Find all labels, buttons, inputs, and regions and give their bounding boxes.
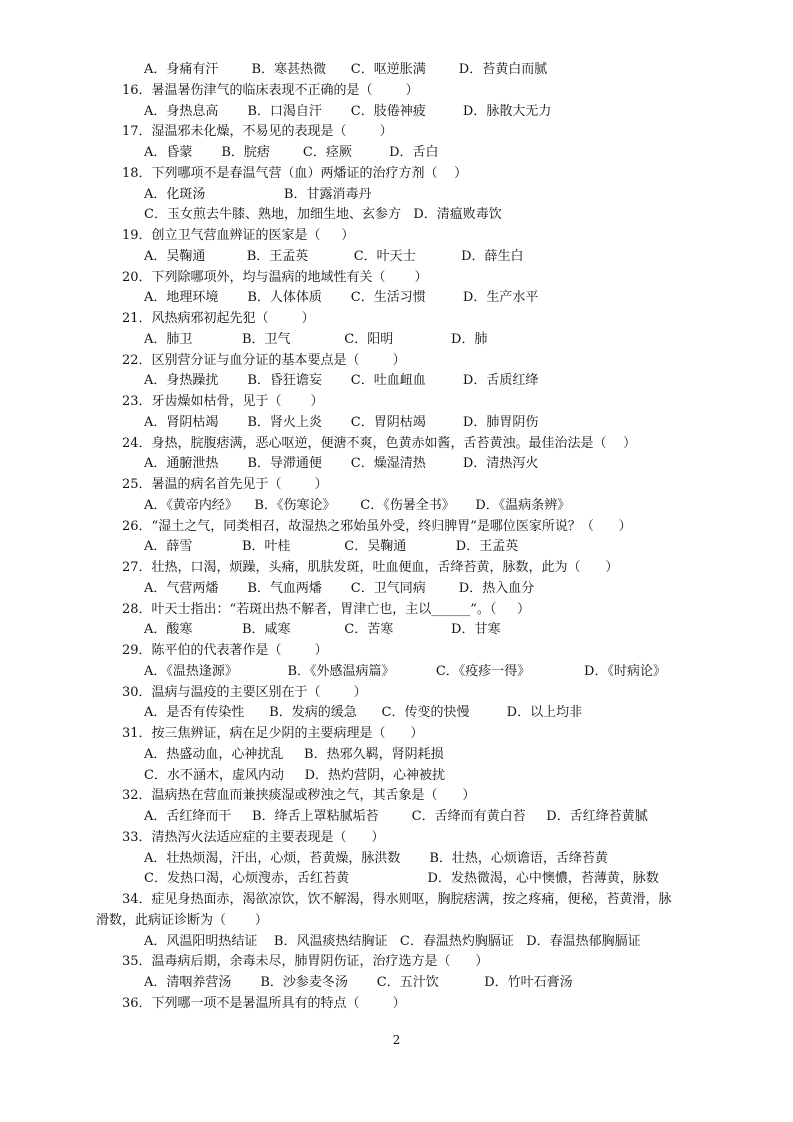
question-line: 24．身热，脘腹痞满，恶心呕逆，便溏不爽，色黄赤如酱，舌苔黄浊。最佳治法是（ ）	[122, 435, 637, 451]
option-line: C．发热口渴，心烦溲赤，舌红苔黄 D．发热微渴，心中懊憹，苔薄黄，脉数	[144, 871, 659, 887]
option-line: A．气营两燔 B．气血两燔 C．卫气同病 D．热入血分	[144, 580, 535, 596]
question-line: 25．暑温的病名首先见于（ ）	[122, 477, 328, 492]
question-line: 16．暑温暑伤津气的临床表现不正确的是（ ）	[122, 82, 419, 98]
question-line: 23．牙齿燥如枯骨，见于（ ）	[122, 394, 324, 409]
option-line: A．热盛动血，心神扰乱 B．热邪久羁，肾阴耗损	[144, 746, 444, 762]
option-line: C．玉女煎去牛膝、熟地，加细生地、玄参方 D．清瘟败毒饮	[144, 207, 502, 223]
page-number: 2	[392, 1033, 401, 1047]
question-line: 32．温病热在营血而兼挟痰湿或秽浊之气，其舌象是（ ）	[122, 788, 476, 804]
question-line: 33．清热泻火法适应症的主要表现是（ ）	[122, 829, 385, 845]
question-line: 17．湿温邪未化燥，不易见的表现是（ ）	[122, 124, 393, 140]
question-line: 28．叶天士指出：“若斑出热不解者，胃津亡也，主以______”。（ ）	[122, 601, 530, 617]
option-line: C．水不涵木，虚风内动 D．热灼营阴，心神被扰	[144, 767, 446, 783]
question-line: 36．下列哪一项不是暑温所具有的特点（ ）	[122, 995, 406, 1011]
option-line: A．肺卫 B．卫气 C．阳明 D．肺	[144, 331, 488, 347]
option-line: A．是否有传染性 B．发病的缓急 C．传变的快慢 D．以上均非	[144, 705, 583, 721]
question-line: 30．温病与温疫的主要区别在于（ ）	[122, 684, 367, 700]
option-line: A．昏蒙 B．脘痞 C．痉厥 D．舌白	[144, 145, 439, 160]
option-line: A．身痛有汗 B．寒甚热微 C．呕逆胀满 D．苔黄白而腻	[144, 62, 548, 77]
option-line: A．身热躁扰 B．昏狂谵妄 C．吐血衄血 D．舌质红绛	[144, 373, 539, 389]
option-line: A．肾阴枯竭 B．肾火上炎 C．胃阴枯竭 D．肺胃阴伤	[144, 414, 539, 430]
option-line: A．地理环境 B．人体体质 C．生活习惯 D．生产水平	[144, 290, 539, 306]
question-line: 31．按三焦辨证，病在足少阴的主要病理是（ ）	[122, 726, 424, 741]
question-line: 20．下列除哪项外，均与温病的地域性有关（ ）	[122, 269, 428, 285]
question-line: 19．创立卫气营血辨证的医家是（ ）	[122, 228, 355, 243]
option-line: A．身热息高 B．口渴自汗 C．肢倦神疲 D．脉散大无力	[144, 103, 552, 119]
option-line: A．壮热烦渴，汗出，心烦，苔黄燥，脉洪数 B．壮热，心烦谵语，舌绛苔黄	[144, 850, 608, 866]
question-line: 29．陈平伯的代表著作是（ ）	[122, 643, 328, 658]
question-continuation: 滑数，此病证诊断为（ ）	[96, 912, 268, 928]
option-line: A．风温阳明热结证 B．风温痰热结胸证 C．春温热灼胸膈证 D．春温热郁胸膈证	[144, 933, 641, 949]
option-line: A．通腑泄热 B．导滞通便 C．燥湿清热 D．清热泻火	[144, 456, 539, 472]
question-line: 27．壮热，口渴，烦躁，头痛，肌肤发斑，吐血便血，舌绛苔黄，脉数，此为（ ）	[122, 560, 619, 575]
question-line: 18．下列哪项不是春温气营（血）两燔证的治疗方剂（ ）	[122, 165, 468, 181]
option-line: A．《温热逢源》 B．《外感温病篇》 C．《疫疹一得》 D．《时病论》	[144, 663, 666, 679]
option-line: A．酸寒 B．咸寒 C．苦寒 D．甘寒	[144, 622, 501, 638]
option-line: A．清咽养营汤 B．沙参麦冬汤 C．五汁饮 D．竹叶石膏汤	[144, 975, 573, 990]
option-line: A．薛雪 B．叶桂 C．吴鞠通 D．王孟英	[144, 539, 519, 555]
question-line: 22．区别营分证与血分证的基本要点是（ ）	[122, 352, 406, 368]
option-line: A．《黄帝内经》 B．《伤寒论》 C．《伤暑全书》 D．《温病条辨》	[144, 497, 571, 513]
question-line: 26．“湿土之气，同类相召，故湿热之邪始虽外受，终归脾胃”是哪位医家所说？（ ）	[122, 518, 632, 534]
question-line: 34．症见身热面赤，渴欲凉饮，饮不解渴，得水则呕，胸脘痞满，按之疼痛，便秘，苔黄滑，脉	[122, 892, 672, 907]
option-line: A．舌红绛而干 B．绛舌上罩粘腻垢苔 C．舌绛而有黄白苔 D．舌红绛苔黄腻	[144, 809, 648, 824]
question-line: 21．风热病邪初起先犯（ ）	[122, 311, 315, 326]
option-line: A．化斑汤 B．甘露消毒丹	[144, 186, 372, 202]
question-line: 35．温毒病后期，余毒未尽，肺胃阴伤证，治疗选方是（ ）	[122, 954, 489, 970]
option-line: A．吴鞠通 B．王孟英 C．叶天士 D．薛生白	[144, 248, 524, 264]
